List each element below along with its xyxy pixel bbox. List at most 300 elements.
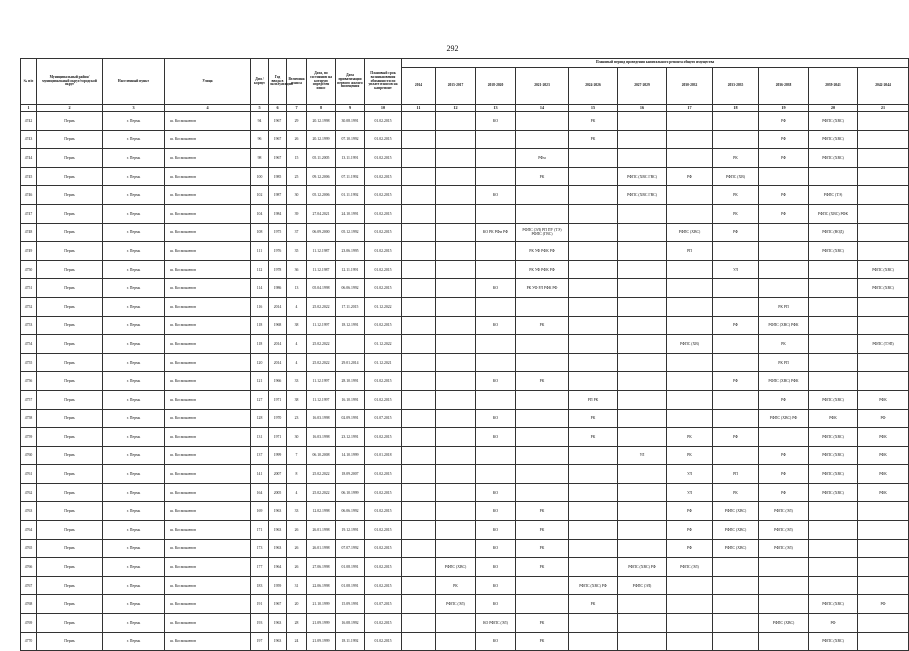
- deadline-cell: 01.02.2015: [365, 558, 402, 577]
- period-work-cell: [618, 539, 667, 558]
- col-wear-header: Величина износа: [287, 59, 307, 105]
- period-work-cell: [569, 539, 618, 558]
- year-cell: 1986: [269, 279, 287, 298]
- period-work-cell: [858, 223, 909, 242]
- period-work-cell: КО: [476, 428, 516, 447]
- table-row: [21, 186, 909, 205]
- wear-cell: 4: [287, 353, 307, 372]
- wear-date-cell: 16.03.1998: [307, 428, 336, 447]
- settlement-cell: г. Пермь: [103, 204, 165, 223]
- street-cell: ш. Космонавтов: [165, 149, 251, 168]
- period-work-cell: [569, 279, 618, 298]
- municipality-cell: Пермь: [37, 390, 103, 409]
- municipality-cell: Пермь: [37, 130, 103, 149]
- wear-cell: 38: [287, 316, 307, 335]
- period-work-cell: [667, 576, 713, 595]
- row-number-cell: 4766: [21, 558, 37, 577]
- col-settlement-header: Населенный пункт: [103, 59, 165, 105]
- col-house-header: Дом / корпус: [251, 59, 269, 105]
- municipality-cell: Пермь: [37, 316, 103, 335]
- municipality-cell: Пермь: [37, 576, 103, 595]
- table-row: [21, 353, 909, 372]
- row-number-cell: 4767: [21, 576, 37, 595]
- table-row: [21, 521, 909, 540]
- wear-date-cell: 25.02.2022: [307, 335, 336, 354]
- wear-cell: 24: [287, 632, 307, 651]
- period-work-cell: [759, 576, 809, 595]
- wear-date-cell: 26.01.1998: [307, 521, 336, 540]
- period-work-cell: [759, 428, 809, 447]
- year-cell: 1968: [269, 316, 287, 335]
- year-cell: 1967: [269, 112, 287, 131]
- wear-date-cell: 11.12.1987: [307, 260, 336, 279]
- privatization-date-cell: 23.12.1991: [336, 428, 365, 447]
- privatization-date-cell: 01.08.1991: [336, 576, 365, 595]
- period-work-cell: РФПС (ЭЛ): [667, 558, 713, 577]
- period-work-cell: [618, 130, 667, 149]
- period-work-cell: [667, 632, 713, 651]
- period-work-cell: РФПС (ВОД): [809, 223, 858, 242]
- period-work-cell: [516, 595, 569, 614]
- period-work-cell: [858, 372, 909, 391]
- privatization-date-cell: 02.09.1991: [336, 409, 365, 428]
- wear-date-cell: 21.09.1999: [307, 614, 336, 633]
- settlement-cell: г. Пермь: [103, 186, 165, 205]
- street-cell: ш. Космонавтов: [165, 632, 251, 651]
- wear-date-cell: 25.02.2022: [307, 353, 336, 372]
- municipality-cell: Пермь: [37, 632, 103, 651]
- period-work-cell: [476, 204, 516, 223]
- settlement-cell: г. Пермь: [103, 409, 165, 428]
- wear-cell: 8: [287, 465, 307, 484]
- period-work-cell: [809, 260, 858, 279]
- period-work-cell: РФПС (ТЭ): [809, 186, 858, 205]
- period-work-cell: [516, 576, 569, 595]
- period-work-cell: РК: [569, 409, 618, 428]
- wear-date-cell: 22.06.1998: [307, 576, 336, 595]
- table-row: [21, 614, 909, 633]
- period-work-cell: [402, 614, 436, 633]
- period-work-cell: РФПС (ХВС ГВС): [618, 167, 667, 186]
- settlement-cell: г. Пермь: [103, 390, 165, 409]
- column-number-cell: 8: [307, 105, 336, 112]
- privatization-date-cell: 07.11.1992: [336, 167, 365, 186]
- period-work-cell: [713, 390, 759, 409]
- year-cell: 1963: [269, 521, 287, 540]
- table-row: [21, 539, 909, 558]
- period-work-cell: РФПС (ХВС) РФК: [759, 316, 809, 335]
- period-work-cell: [402, 223, 436, 242]
- period-work-cell: РФПС (ХВС): [809, 446, 858, 465]
- period-work-cell: КО: [476, 186, 516, 205]
- period-work-cell: РФ: [759, 186, 809, 205]
- period-work-cell: [618, 614, 667, 633]
- period-work-cell: РФ: [713, 428, 759, 447]
- period-work-cell: [809, 539, 858, 558]
- wear-date-cell: 21.10.1999: [307, 595, 336, 614]
- period-work-cell: [667, 260, 713, 279]
- street-cell: ш. Космонавтов: [165, 316, 251, 335]
- wear-cell: 25: [287, 167, 307, 186]
- row-number-cell: 4747: [21, 204, 37, 223]
- period-work-cell: РФ: [713, 372, 759, 391]
- year-cell: 1963: [269, 632, 287, 651]
- house-cell: 96: [251, 130, 269, 149]
- period-work-cell: РК: [713, 204, 759, 223]
- row-number-cell: 4742: [21, 112, 37, 131]
- period-work-cell: [402, 502, 436, 521]
- period-work-cell: [476, 465, 516, 484]
- wear-cell: 30: [287, 186, 307, 205]
- period-work-cell: [809, 372, 858, 391]
- period-work-cell: [436, 242, 476, 261]
- period-work-cell: РФК: [858, 390, 909, 409]
- street-cell: ш. Космонавтов: [165, 614, 251, 633]
- house-cell: 102: [251, 186, 269, 205]
- period-work-cell: [436, 149, 476, 168]
- period-work-cell: КО: [476, 576, 516, 595]
- row-number-cell: 4760: [21, 446, 37, 465]
- period-work-cell: РФПС (ХВС): [809, 112, 858, 131]
- period-work-cell: [569, 353, 618, 372]
- table-row: [21, 130, 909, 149]
- settlement-cell: г. Пермь: [103, 558, 165, 577]
- period-work-cell: [667, 204, 713, 223]
- wear-cell: 30: [287, 428, 307, 447]
- year-cell: 1984: [269, 204, 287, 223]
- period-work-cell: [516, 483, 569, 502]
- period-work-cell: [516, 465, 569, 484]
- period-work-cell: РП: [713, 465, 759, 484]
- period-work-cell: [436, 167, 476, 186]
- column-number-cell: 21: [858, 105, 909, 112]
- period-work-cell: [516, 353, 569, 372]
- house-cell: 141: [251, 465, 269, 484]
- house-cell: 108: [251, 223, 269, 242]
- period-work-cell: [858, 614, 909, 633]
- street-cell: ш. Космонавтов: [165, 112, 251, 131]
- year-cell: 1967: [269, 595, 287, 614]
- wear-cell: 7: [287, 446, 307, 465]
- privatization-date-cell: 18.12.1991: [336, 316, 365, 335]
- row-number-cell: 4754: [21, 335, 37, 354]
- period-work-cell: [618, 279, 667, 298]
- privatization-date-cell: 28.10.1991: [336, 372, 365, 391]
- period-header: 2015-2017: [436, 68, 476, 105]
- period-work-cell: РФ: [759, 483, 809, 502]
- period-work-cell: [858, 242, 909, 261]
- period-work-cell: [402, 465, 436, 484]
- period-work-cell: [569, 204, 618, 223]
- municipality-cell: Пермь: [37, 428, 103, 447]
- period-work-cell: РФ: [759, 204, 809, 223]
- period-work-cell: РК: [713, 186, 759, 205]
- privatization-date-cell: 14.10.1999: [336, 446, 365, 465]
- municipality-cell: Пермь: [37, 465, 103, 484]
- period-work-cell: РК: [516, 502, 569, 521]
- period-work-cell: [667, 112, 713, 131]
- wear-cell: 26: [287, 521, 307, 540]
- period-work-cell: [436, 335, 476, 354]
- period-work-cell: [402, 390, 436, 409]
- year-cell: 1964: [269, 558, 287, 577]
- wear-cell: 33: [287, 372, 307, 391]
- house-cell: 183: [251, 576, 269, 595]
- deadline-cell: 01.02.2015: [365, 130, 402, 149]
- deadline-cell: 01.02.2015: [365, 260, 402, 279]
- privatization-date-cell: 18.09.2007: [336, 465, 365, 484]
- privatization-date-cell: [336, 335, 365, 354]
- privatization-date-cell: 16.10.1991: [336, 390, 365, 409]
- period-work-cell: [476, 335, 516, 354]
- period-work-cell: [476, 149, 516, 168]
- period-work-cell: РФПС (ХВС) РФК: [809, 204, 858, 223]
- privatization-date-cell: 06.10.1999: [336, 483, 365, 502]
- deadline-cell: 01.02.2015: [365, 428, 402, 447]
- period-work-cell: КО РК РФм РФ: [476, 223, 516, 242]
- period-work-cell: [436, 279, 476, 298]
- period-work-cell: [667, 130, 713, 149]
- period-work-cell: [858, 297, 909, 316]
- street-cell: ш. Космонавтов: [165, 502, 251, 521]
- period-group-header: Плановый период проведения капитального ремонта общего имущества: [402, 59, 909, 68]
- period-work-cell: [569, 632, 618, 651]
- column-number-cell: 19: [759, 105, 809, 112]
- settlement-cell: г. Пермь: [103, 242, 165, 261]
- table-row: [21, 223, 909, 242]
- period-header: 2039-2041: [809, 68, 858, 105]
- period-work-cell: РФПС (ХВС): [809, 483, 858, 502]
- year-cell: 1971: [269, 390, 287, 409]
- period-work-cell: РФПС (ХВ): [713, 167, 759, 186]
- deadline-cell: 01.12.2022: [365, 297, 402, 316]
- period-work-cell: КО: [476, 409, 516, 428]
- row-number-cell: 4757: [21, 390, 37, 409]
- row-number-cell: 4746: [21, 186, 37, 205]
- municipality-cell: Пермь: [37, 502, 103, 521]
- period-work-cell: [858, 521, 909, 540]
- table-row: [21, 242, 909, 261]
- period-work-cell: РФПС (ЭЛ) РП ПУ (ТЭ) РФПС (ГВС): [516, 223, 569, 242]
- period-work-cell: [476, 353, 516, 372]
- period-work-cell: [759, 595, 809, 614]
- period-work-cell: [569, 521, 618, 540]
- house-cell: 111: [251, 242, 269, 261]
- period-work-cell: [713, 279, 759, 298]
- period-work-cell: РФПС (ЭЛ): [759, 521, 809, 540]
- year-cell: 1971: [269, 428, 287, 447]
- period-work-cell: РК: [516, 316, 569, 335]
- period-work-cell: [713, 130, 759, 149]
- column-number-cell: 9: [336, 105, 365, 112]
- period-work-cell: РК РП: [759, 353, 809, 372]
- period-work-cell: РК: [569, 595, 618, 614]
- period-work-cell: [713, 297, 759, 316]
- house-cell: 127: [251, 390, 269, 409]
- column-number-cell: 6: [269, 105, 287, 112]
- period-work-cell: [618, 372, 667, 391]
- period-work-cell: [476, 297, 516, 316]
- period-work-cell: КО: [476, 521, 516, 540]
- period-work-cell: [667, 353, 713, 372]
- period-work-cell: РК РП: [759, 297, 809, 316]
- period-work-cell: РФ: [667, 167, 713, 186]
- period-work-cell: РФПС (ХВС ГВС): [618, 186, 667, 205]
- privatization-date-cell: 19.12.1991: [336, 521, 365, 540]
- column-number-cell: 10: [365, 105, 402, 112]
- table-body: [21, 112, 909, 651]
- col-wear-date-header: Дата, по состоянию на которую определен износ: [307, 59, 336, 105]
- wear-cell: 37: [287, 223, 307, 242]
- period-work-cell: РФ: [667, 502, 713, 521]
- row-number-cell: 4769: [21, 614, 37, 633]
- municipality-cell: Пермь: [37, 595, 103, 614]
- period-work-cell: РФ: [713, 316, 759, 335]
- table-row: [21, 372, 909, 391]
- table-row: [21, 483, 909, 502]
- period-work-cell: КО: [476, 539, 516, 558]
- deadline-cell: 01.02.2015: [365, 223, 402, 242]
- column-number-cell: 13: [476, 105, 516, 112]
- house-cell: 173: [251, 539, 269, 558]
- period-work-cell: [713, 242, 759, 261]
- settlement-cell: г. Пермь: [103, 167, 165, 186]
- row-number-cell: 4758: [21, 409, 37, 428]
- period-work-cell: [667, 390, 713, 409]
- settlement-cell: г. Пермь: [103, 595, 165, 614]
- year-cell: 1967: [269, 149, 287, 168]
- house-cell: 164: [251, 483, 269, 502]
- period-work-cell: [858, 632, 909, 651]
- row-number-cell: 4745: [21, 167, 37, 186]
- wear-cell: 20: [287, 595, 307, 614]
- col-year-header: Год ввода в эксплуатацию: [269, 59, 287, 105]
- period-work-cell: [569, 316, 618, 335]
- period-work-cell: [667, 614, 713, 633]
- row-number-cell: 4748: [21, 223, 37, 242]
- table-row: [21, 409, 909, 428]
- settlement-cell: г. Пермь: [103, 521, 165, 540]
- row-number-cell: 4761: [21, 465, 37, 484]
- privatization-date-cell: 06.06.1992: [336, 279, 365, 298]
- house-cell: 98: [251, 149, 269, 168]
- period-work-cell: РФПС (ХВС) РФК: [759, 372, 809, 391]
- period-work-cell: [858, 316, 909, 335]
- deadline-cell: 01.02.2015: [365, 316, 402, 335]
- house-cell: 169: [251, 502, 269, 521]
- house-cell: 131: [251, 428, 269, 447]
- period-work-cell: РК: [569, 130, 618, 149]
- deadline-cell: 01.02.2015: [365, 539, 402, 558]
- period-work-cell: [436, 539, 476, 558]
- year-cell: 1976: [269, 242, 287, 261]
- column-number-cell: 18: [713, 105, 759, 112]
- period-work-cell: [569, 167, 618, 186]
- wear-cell: 13: [287, 279, 307, 298]
- street-cell: ш. Космонавтов: [165, 204, 251, 223]
- row-number-cell: 4770: [21, 632, 37, 651]
- period-work-cell: [618, 632, 667, 651]
- period-work-cell: [436, 465, 476, 484]
- col-municipality-header: Муниципальный район/ муниципальный округ/городской округ: [37, 59, 103, 105]
- wear-date-cell: 25.02.2022: [307, 297, 336, 316]
- privatization-date-cell: 12.11.1991: [336, 260, 365, 279]
- period-work-cell: [858, 353, 909, 372]
- period-header: 2036-2038: [759, 68, 809, 105]
- column-number-cell: 2: [37, 105, 103, 112]
- street-cell: ш. Космонавтов: [165, 353, 251, 372]
- table-row: [21, 576, 909, 595]
- column-number-cell: 20: [809, 105, 858, 112]
- deadline-cell: 01.02.2015: [365, 390, 402, 409]
- municipality-cell: Пермь: [37, 521, 103, 540]
- period-work-cell: [402, 409, 436, 428]
- period-work-cell: [402, 149, 436, 168]
- deadline-cell: 01.02.2015: [365, 372, 402, 391]
- period-work-cell: РФПС (ХВС) РФ: [569, 576, 618, 595]
- privatization-date-cell: 13.11.1991: [336, 149, 365, 168]
- period-work-cell: РФ: [809, 614, 858, 633]
- year-cell: 1975: [269, 223, 287, 242]
- period-work-cell: [569, 465, 618, 484]
- period-work-cell: [436, 483, 476, 502]
- period-work-cell: [569, 335, 618, 354]
- period-work-cell: [667, 149, 713, 168]
- municipality-cell: Пермь: [37, 242, 103, 261]
- table-row: [21, 428, 909, 447]
- period-work-cell: РФПС (ХВС): [809, 428, 858, 447]
- column-number-cell: 12: [436, 105, 476, 112]
- deadline-cell: 01.02.2015: [365, 279, 402, 298]
- column-number-cell: 3: [103, 105, 165, 112]
- street-cell: ш. Космонавтов: [165, 186, 251, 205]
- period-work-cell: [436, 130, 476, 149]
- period-work-cell: РФПС (ХВС): [759, 614, 809, 633]
- year-cell: 1963: [269, 539, 287, 558]
- street-cell: ш. Космонавтов: [165, 297, 251, 316]
- period-work-cell: [809, 167, 858, 186]
- wear-cell: 26: [287, 130, 307, 149]
- deadline-cell: 01.02.2015: [365, 149, 402, 168]
- period-work-cell: РК: [436, 576, 476, 595]
- wear-cell: 26: [287, 558, 307, 577]
- year-cell: 1966: [269, 372, 287, 391]
- street-cell: ш. Космонавтов: [165, 483, 251, 502]
- municipality-cell: Пермь: [37, 558, 103, 577]
- privatization-date-cell: 01.08.1991: [336, 558, 365, 577]
- period-work-cell: [713, 353, 759, 372]
- period-header: 2027-2029: [618, 68, 667, 105]
- period-work-cell: [858, 149, 909, 168]
- period-work-cell: [809, 521, 858, 540]
- period-work-cell: УЛ: [667, 483, 713, 502]
- period-work-cell: [569, 186, 618, 205]
- period-work-cell: РФ: [759, 149, 809, 168]
- wear-date-cell: 11.12.1987: [307, 242, 336, 261]
- period-work-cell: РФПС (ХВС): [809, 465, 858, 484]
- period-work-cell: [436, 223, 476, 242]
- period-work-cell: [402, 112, 436, 131]
- settlement-cell: г. Пермь: [103, 372, 165, 391]
- period-header: 2024-2026: [569, 68, 618, 105]
- period-work-cell: [667, 372, 713, 391]
- column-number-cell: 16: [618, 105, 667, 112]
- privatization-date-cell: 07.07.1992: [336, 539, 365, 558]
- header-row-top: [21, 59, 909, 68]
- street-cell: ш. Космонавтов: [165, 576, 251, 595]
- street-cell: ш. Космонавтов: [165, 390, 251, 409]
- period-work-cell: РФ: [759, 112, 809, 131]
